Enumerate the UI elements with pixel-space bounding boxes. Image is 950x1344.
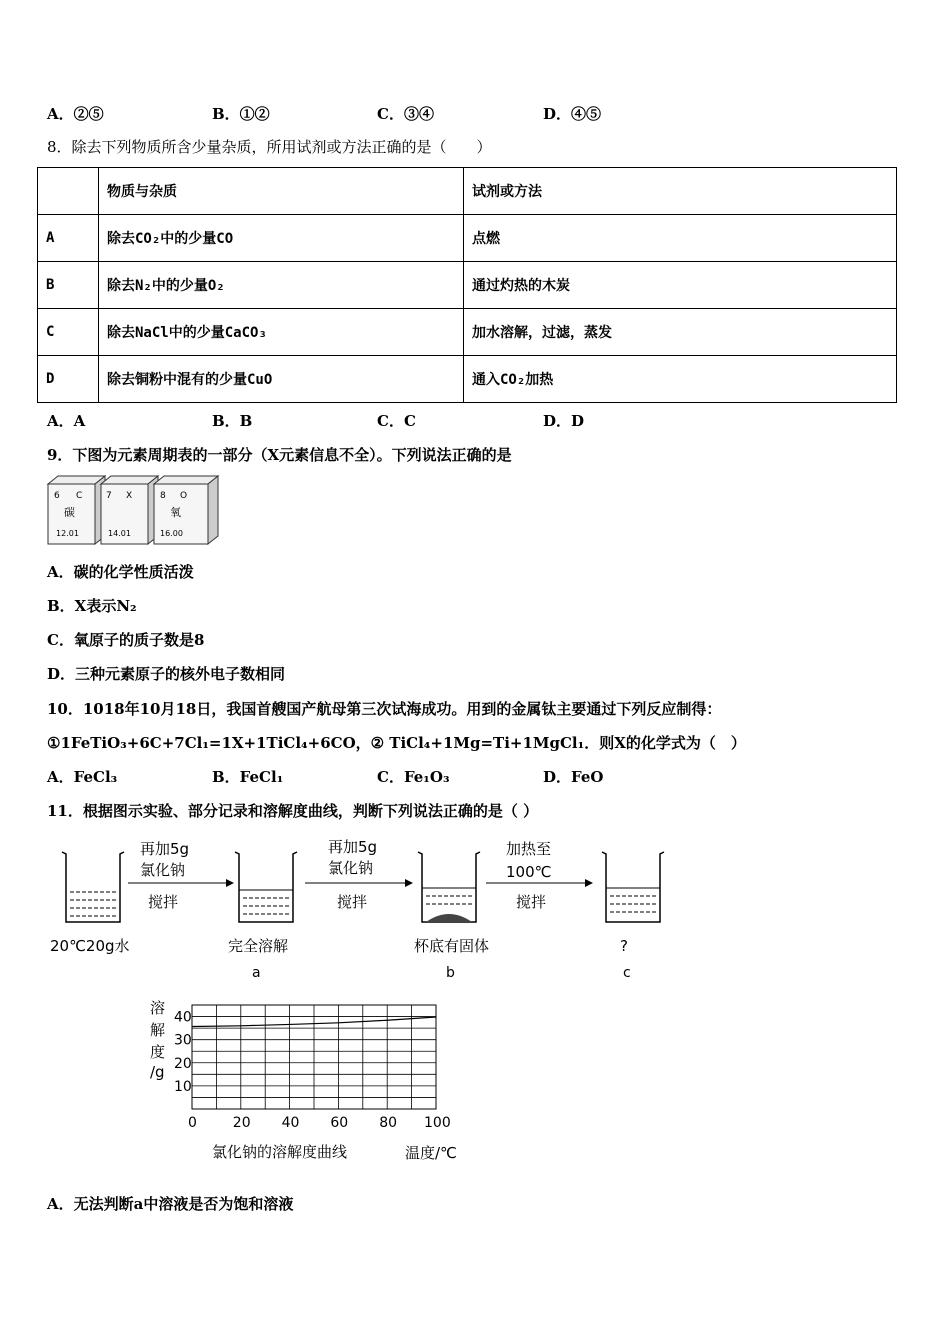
table-header-cell: 物质与杂质 bbox=[99, 168, 464, 215]
element-cell-oxygen bbox=[154, 476, 218, 544]
y-axis-label-1: 溶 bbox=[150, 999, 166, 1017]
table-row bbox=[38, 356, 897, 403]
periodic-table-figure bbox=[46, 474, 221, 549]
beaker-caption-water: 20℃20g水 bbox=[50, 937, 130, 955]
element-number: 8 bbox=[160, 491, 166, 501]
y-tick-label: 40 bbox=[174, 1009, 192, 1026]
solubility-chart bbox=[140, 995, 480, 1170]
x-tick-label: 80 bbox=[379, 1115, 398, 1131]
q10-option-c: C．Fe₁O₃ bbox=[377, 768, 450, 786]
step-3-label-3: 搅拌 bbox=[516, 893, 547, 911]
y-axis-label-2: 解 bbox=[150, 1021, 166, 1039]
q9-option-c: C．氧原子的质子数是8 bbox=[47, 631, 205, 649]
x-axis-label: 温度/℃ bbox=[405, 1144, 457, 1162]
step-1-label-1: 再加5g bbox=[140, 840, 190, 858]
table-cell: C bbox=[38, 309, 99, 356]
table-cell: 除去NaCl中的少量CaCO₃ bbox=[99, 309, 464, 356]
step-2-label-3: 搅拌 bbox=[337, 893, 368, 911]
table-cell: 除去铜粉中混有的少量CuO bbox=[99, 356, 464, 403]
element-number: 6 bbox=[54, 491, 60, 501]
q10-stem: 10．1018年10月18日，我国首艘国产航母第三次试海成功。用到的金属钛主要通过下列反应制得： bbox=[47, 700, 722, 718]
q7-option-a: A．②⑤ bbox=[47, 105, 104, 123]
beaker-caption-a: 完全溶解 bbox=[228, 937, 289, 955]
x-tick-label: 60 bbox=[330, 1115, 349, 1131]
table-cell: 通入CO₂加热 bbox=[464, 356, 897, 403]
table-cell: 加水溶解，过滤，蒸发 bbox=[464, 309, 897, 356]
q8-stem: 8．除去下列物质所含少量杂质，所用试剂或方法正确的是（ ） bbox=[47, 138, 492, 156]
y-axis-label-3: 度 bbox=[150, 1043, 166, 1061]
element-cell-x bbox=[101, 476, 158, 544]
element-symbol: C bbox=[76, 491, 83, 501]
q10-option-a: A．FeCl₃ bbox=[47, 768, 118, 786]
q8-option-d: D．D bbox=[543, 412, 585, 430]
element-cell-carbon bbox=[48, 476, 105, 544]
element-number: 7 bbox=[106, 491, 112, 501]
q7-option-b: B．①② bbox=[212, 105, 270, 123]
y-tick-label: 30 bbox=[174, 1032, 192, 1049]
step-2-label-1: 再加5g bbox=[328, 838, 378, 856]
beaker-letter-c: c bbox=[623, 965, 631, 981]
q9-option-a: A．碳的化学性质活泼 bbox=[47, 563, 194, 581]
element-name: 碳 bbox=[64, 506, 75, 519]
q8-option-c: C．C bbox=[377, 412, 416, 430]
step-1-label-3: 搅拌 bbox=[148, 893, 179, 911]
x-tick-label: 40 bbox=[281, 1115, 300, 1131]
table-cell: 通过灼热的木炭 bbox=[464, 262, 897, 309]
y-axis-label-4: /g bbox=[150, 1063, 165, 1081]
beaker-caption-b: 杯底有固体 bbox=[414, 937, 490, 955]
step-3-label-1: 加热至 bbox=[506, 840, 552, 858]
table-row bbox=[38, 262, 897, 309]
q11-option-a: A．无法判断a中溶液是否为饱和溶液 bbox=[47, 1195, 294, 1213]
element-mass: 14.01 bbox=[108, 529, 131, 538]
table-cell: A bbox=[38, 215, 99, 262]
table-row bbox=[38, 309, 897, 356]
q7-option-d: D．④⑤ bbox=[543, 105, 602, 123]
q9-option-b: B．X表示N₂ bbox=[47, 597, 137, 615]
table-row bbox=[38, 215, 897, 262]
x-tick-label: 20 bbox=[232, 1115, 251, 1131]
experiment-figure bbox=[40, 830, 700, 985]
table-cell: 除去N₂中的少量O₂ bbox=[99, 262, 464, 309]
beaker-a bbox=[235, 852, 297, 922]
table-header-cell: 试剂或方法 bbox=[464, 168, 897, 215]
beaker-c bbox=[602, 852, 664, 922]
beaker-water bbox=[62, 852, 124, 922]
chart-title: 氯化钠的溶解度曲线 bbox=[212, 1143, 348, 1161]
beaker-b bbox=[418, 852, 480, 922]
element-symbol: X bbox=[126, 491, 133, 501]
x-tick-label: 0 bbox=[188, 1115, 197, 1131]
table-cell: B bbox=[38, 262, 99, 309]
q8-option-b: B．B bbox=[212, 412, 253, 430]
element-mass: 12.01 bbox=[56, 529, 79, 538]
q11-stem: 11．根据图示实验、部分记录和溶解度曲线，判断下列说法正确的是（ ） bbox=[47, 802, 539, 820]
table-cell: 除去CO₂中的少量CO bbox=[99, 215, 464, 262]
y-tick-label: 20 bbox=[174, 1055, 192, 1072]
q8-table bbox=[37, 167, 897, 403]
element-symbol: O bbox=[180, 491, 188, 501]
beaker-caption-c: ? bbox=[620, 937, 628, 955]
element-mass: 16.00 bbox=[160, 529, 183, 538]
beaker-letter-b: b bbox=[446, 965, 455, 981]
q10-option-d: D．FeO bbox=[543, 768, 604, 786]
step-3-label-2: 100℃ bbox=[506, 863, 552, 881]
beaker-letter-a: a bbox=[252, 965, 261, 981]
q10-option-b: B．FeCl₁ bbox=[212, 768, 284, 786]
q8-option-a: A．A bbox=[47, 412, 86, 430]
table-cell: D bbox=[38, 356, 99, 403]
y-tick-label: 10 bbox=[174, 1078, 192, 1095]
table-cell: 点燃 bbox=[464, 215, 897, 262]
q9-stem: 9．下图为元素周期表的一部分（X元素信息不全）。下列说法正确的是 bbox=[47, 446, 512, 464]
step-2-label-2: 氯化钠 bbox=[328, 859, 374, 877]
table-row bbox=[38, 168, 897, 215]
q7-option-c: C．③④ bbox=[377, 105, 434, 123]
step-1-label-2: 氯化钠 bbox=[140, 861, 186, 879]
x-tick-label: 100 bbox=[424, 1115, 451, 1131]
element-name: 氧 bbox=[170, 506, 181, 519]
table-cell bbox=[38, 168, 99, 215]
q9-option-d: D．三种元素原子的核外电子数相同 bbox=[47, 665, 286, 683]
q10-equation: ①1FeTiO₃+6C+7Cl₁=1X+1TiCl₄+6CO，② TiCl₄+1Mg=Ti+1MgCl₁．则X的化学式为（ ） bbox=[47, 734, 746, 752]
